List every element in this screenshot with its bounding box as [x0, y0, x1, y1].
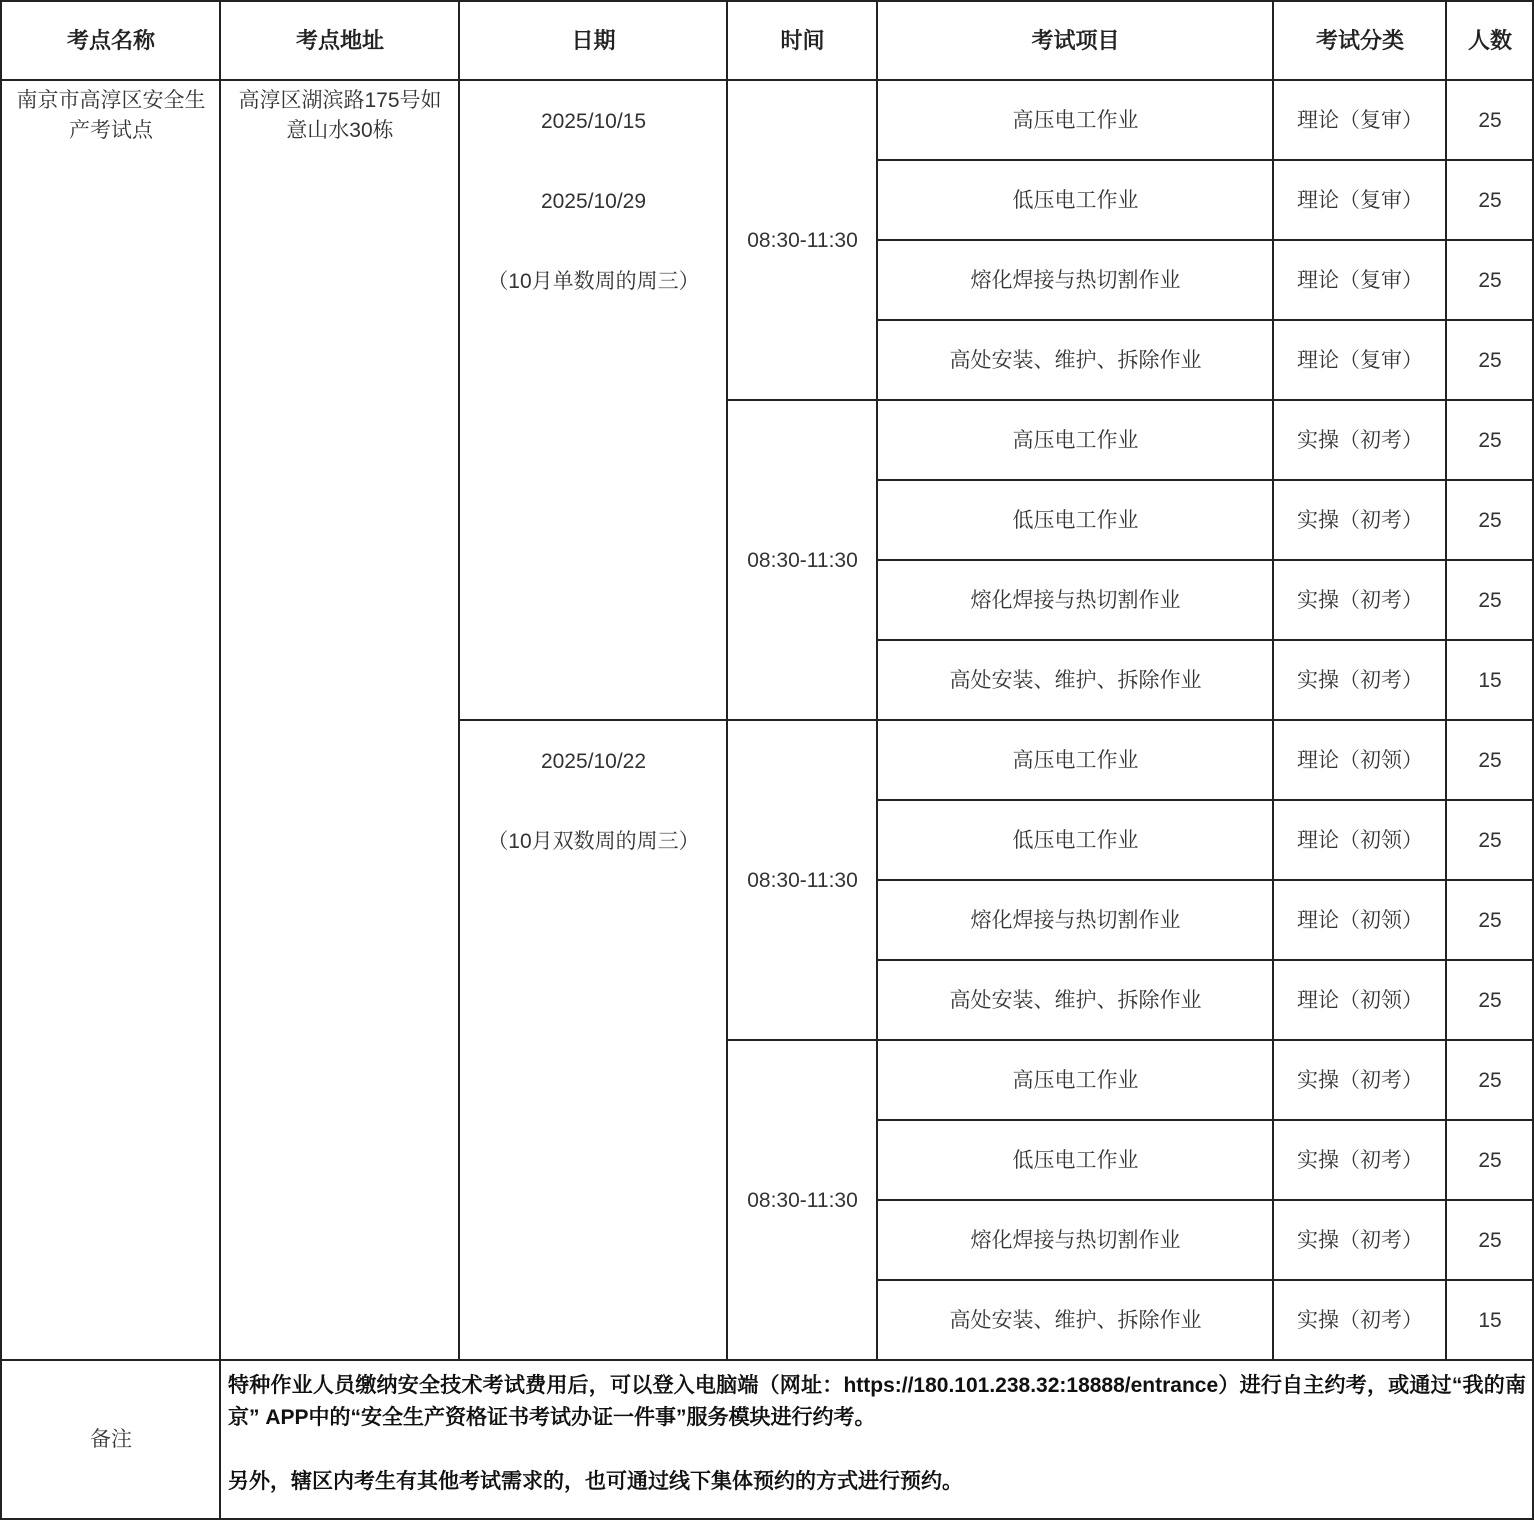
exam-item-cell: 高压电工作业 [1012, 429, 1139, 452]
exam-category-cell: 理论（初领） [1297, 989, 1423, 1012]
exam-item-cell: 熔化焊接与热切割作业 [970, 909, 1181, 932]
exam-category-cell: 理论（初领） [1297, 909, 1423, 932]
site-name: 南京市高淳区安全生产考试点 [16, 89, 206, 142]
date-group-even-weeks [460, 722, 727, 922]
time-block: 08:30-11:30 [747, 229, 858, 252]
exam-count-cell: 25 [1478, 589, 1502, 612]
header-exam-category: 考试分类 [1315, 28, 1404, 53]
exam-count-cell: 25 [1478, 1069, 1502, 1092]
date-line: 2025/10/29 [540, 190, 647, 213]
exam-count-cell: 15 [1478, 1309, 1502, 1332]
exam-category-cell: 实操（初考） [1297, 509, 1423, 532]
exam-item-cell: 高处安装、维护、拆除作业 [949, 1309, 1202, 1332]
exam-count-cell: 25 [1478, 269, 1502, 292]
exam-item-cell: 低压电工作业 [1012, 1149, 1139, 1172]
header-exam-item: 考试项目 [1031, 28, 1120, 53]
exam-count-cell: 25 [1478, 509, 1502, 532]
exam-category-cell: 实操（初考） [1297, 669, 1423, 692]
exam-category-cell: 理论（初领） [1297, 749, 1423, 772]
exam-item-cell: 高压电工作业 [1012, 1069, 1139, 1092]
exam-item-cell: 熔化焊接与热切割作业 [970, 1229, 1181, 1252]
exam-count-cell: 25 [1478, 189, 1502, 212]
exam-category-cell: 理论（复审） [1297, 269, 1423, 292]
date-group-odd-weeks [460, 82, 727, 382]
exam-item-cell: 低压电工作业 [1012, 509, 1139, 532]
exam-item-cell: 熔化焊接与热切割作业 [970, 269, 1181, 292]
exam-item-cell: 高处安装、维护、拆除作业 [949, 349, 1202, 372]
exam-count-cell: 25 [1478, 909, 1502, 932]
time-block: 08:30-11:30 [747, 549, 858, 572]
exam-category-cell: 实操（初考） [1297, 429, 1423, 452]
exam-count-cell: 15 [1478, 669, 1502, 692]
time-block: 08:30-11:30 [747, 869, 858, 892]
exam-category-cell: 理论（初领） [1297, 829, 1423, 852]
exam-item-cell: 熔化焊接与热切割作业 [970, 589, 1181, 612]
time-block: 08:30-11:30 [747, 1189, 858, 1212]
exam-category-cell: 理论（复审） [1297, 349, 1423, 372]
exam-item-cell: 高处安装、维护、拆除作业 [949, 669, 1202, 692]
exam-count-cell: 25 [1478, 1229, 1502, 1252]
exam-count-cell: 25 [1478, 989, 1502, 1012]
exam-count-cell: 25 [1478, 1149, 1502, 1172]
date-note: （10月双数周的周三） [487, 830, 700, 853]
exam-count-cell: 25 [1478, 109, 1502, 132]
exam-count-cell: 25 [1478, 829, 1502, 852]
remarks-paragraph: 特种作业人员缴纳安全技术考试费用后，可以登入电脑端（网址：https://180.101.238.32:18888/entrance）进行自主约考，或通过“我的南京” APP中的“安全生产资格证书考试办证一件事”服务模块进行约考。 [228, 1374, 1526, 1429]
header-site-address: 考点地址 [295, 28, 384, 53]
date-note: （10月单数周的周三） [487, 270, 700, 293]
exam-category-cell: 理论（复审） [1297, 109, 1423, 132]
exam-category-cell: 实操（初考） [1297, 589, 1423, 612]
exam-count-cell: 25 [1478, 749, 1502, 772]
exam-category-cell: 实操（初考） [1297, 1069, 1423, 1092]
exam-category-cell: 理论（复审） [1297, 189, 1423, 212]
exam-item-cell: 低压电工作业 [1012, 829, 1139, 852]
exam-category-cell: 实操（初考） [1297, 1309, 1423, 1332]
exam-category-cell: 实操（初考） [1297, 1229, 1423, 1252]
remarks-label: 备注 [90, 1428, 132, 1451]
exam-item-cell: 高压电工作业 [1012, 109, 1139, 132]
header-time: 时间 [780, 28, 825, 53]
exam-item-cell: 高压电工作业 [1012, 749, 1139, 772]
header-count: 人数 [1467, 28, 1512, 53]
header-date: 日期 [571, 28, 616, 53]
site-address: 高淳区湖滨路175号如意山水30栋 [238, 89, 442, 142]
exam-count-cell: 25 [1478, 429, 1502, 452]
exam-category-cell: 实操（初考） [1297, 1149, 1423, 1172]
remarks-content [222, 1362, 1532, 1518]
exam-item-cell: 低压电工作业 [1012, 189, 1139, 212]
header-site-name: 考点名称 [66, 28, 155, 53]
exam-count-cell: 25 [1478, 349, 1502, 372]
date-line: 2025/10/22 [540, 750, 647, 773]
date-line: 2025/10/15 [540, 110, 647, 133]
exam-item-cell: 高处安装、维护、拆除作业 [949, 989, 1202, 1012]
remarks-paragraph: 另外，辖区内考生有其他考试需求的，也可通过线下集体预约的方式进行预约。 [228, 1470, 963, 1493]
